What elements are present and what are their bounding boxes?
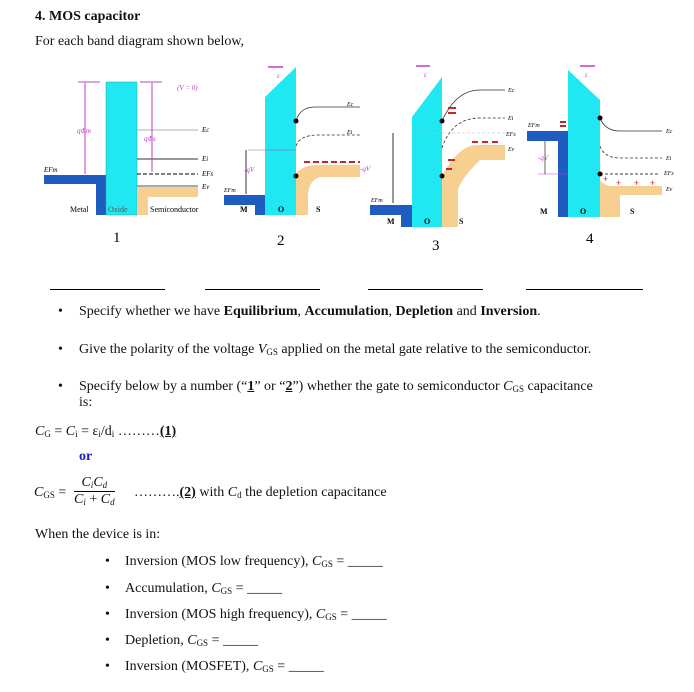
svg-text:+: + — [603, 174, 609, 184]
document-page: 4. MOS capacitor For each band diagram shown below, (V = 0) qΦm qΦs EFm Ec Ei EFs Ev Metal Oxide Semiconductor 1 ε -qV EFm Ec Ei M O S 2 ε -qV EFm Ec Ei EFs Ev M O S 3 ε + + + + -qV EFm Ec Ei EFs Ev M O S 4 • Specify whether we have Equilibrium, Accumulation, Depletion and Inversion. • Give the polarity of the voltage $V_{GS}$ applied on the metal gate relative to the semiconductor. • Specify below by a number (“1” or “2”) whether the gate to semiconductor $C_{GS}$ capacitance is: $C_G = C_i = \varepsilon_i/d_i$ ………(1) or $C_{GS}$ = $C_iC_d$ $C_i + C_d$ ……….(2) with $C_d$ the depletion capacitance When the device is in: • Inversion (MOS low frequency), $C_{GS}$ = _____ • Accumulation, $C_{GS}$ = _____ • Inversion (MOS high frequency), $C_{GS}$ = _____ • Depletion, $C_{GS}$ = _____ • Inversion (MOSFET), $C_{GS}$ = _____ — [0, 0, 694, 692]
answer-blank[interactable]: _____ — [222, 633, 258, 648]
field-label: ε — [277, 72, 280, 80]
ei-label: Ei — [202, 155, 209, 163]
o-label: O — [424, 217, 431, 226]
answer-blank-1[interactable] — [50, 289, 165, 290]
efs-label: EFs — [506, 132, 516, 138]
phi-m-label: qΦm — [77, 127, 91, 135]
ev-label: Ev — [508, 147, 515, 153]
qv-label: -qV — [244, 166, 255, 174]
o-label: O — [278, 205, 285, 214]
equation-2-fraction: $C_iC_d$ $C_i + C_d$ — [74, 475, 115, 507]
efs-label: EFs — [664, 171, 674, 177]
bias-label: (V = 0) — [177, 84, 198, 92]
answer-blank-3[interactable] — [368, 289, 483, 290]
efm-label: EFm — [224, 188, 236, 194]
section-title: 4. MOS capacitor — [35, 9, 141, 24]
ei-label: Ei — [347, 130, 353, 136]
ec-label: Ec — [508, 88, 515, 94]
s-label: S — [630, 207, 635, 216]
efm-label: EFm — [528, 123, 540, 129]
ev-label: Ev — [202, 183, 210, 191]
phi-s-label: qΦs — [144, 135, 156, 143]
or-text: or — [79, 449, 93, 464]
o-label: O — [580, 207, 587, 216]
equation-2-lhs: $C_{GS}$ = — [34, 485, 67, 500]
oxide-region — [106, 82, 137, 215]
ei-label: Ei — [666, 156, 672, 162]
svg-text:+: + — [616, 178, 622, 188]
ec-label: Ec — [666, 129, 673, 135]
equation-1: $C_G = C_i = \varepsilon_i/d_i$ ………(1) — [35, 424, 177, 439]
qv-label: -qV — [538, 154, 549, 162]
m-label: M — [387, 217, 395, 226]
answer-blank[interactable]: _____ — [347, 554, 383, 569]
answer-blank-4[interactable] — [526, 289, 643, 290]
equation-2-text: ……….(2) with $C_d$ the depletion capacitance — [134, 485, 387, 500]
answer-blank[interactable]: _____ — [247, 581, 283, 596]
band-diagram-2 — [223, 67, 360, 249]
ec-label: Ec — [202, 126, 210, 134]
efm-label: EFm — [44, 166, 58, 174]
metal-label: Metal — [70, 205, 89, 214]
band-diagram-3 — [360, 66, 516, 254]
m-label: M — [540, 207, 548, 216]
svg-text:+: + — [650, 178, 656, 188]
ec-label: Ec — [347, 102, 354, 108]
band-diagram-4 — [527, 66, 674, 247]
when-text: When the device is in: — [35, 527, 161, 542]
intro-text: For each band diagram shown below, — [35, 34, 245, 49]
diagram-number: 2 — [277, 233, 285, 249]
efm-label: EFm — [371, 198, 383, 204]
answer-blank-2[interactable] — [205, 289, 320, 290]
diagram-number: 4 — [586, 231, 594, 247]
oxide-label: Oxide — [108, 205, 128, 214]
svg-text:+: + — [634, 178, 640, 188]
band-diagram-1 — [43, 82, 214, 246]
diagram-number: 1 — [113, 230, 121, 246]
ev-label: Ev — [666, 187, 673, 193]
field-label: ε — [585, 71, 588, 79]
answer-blank[interactable]: _____ — [288, 659, 324, 674]
field-label: ε — [424, 71, 427, 79]
answer-blank[interactable]: _____ — [351, 607, 387, 622]
diagram-number: 3 — [432, 238, 440, 254]
semiconductor-label: Semiconductor — [150, 205, 199, 214]
m-label: M — [240, 205, 248, 214]
s-label: S — [459, 217, 464, 226]
ef-label: EFs — [202, 170, 214, 178]
s-label: S — [316, 205, 321, 214]
band-diagrams — [0, 0, 694, 260]
ei-label: Ei — [508, 116, 514, 122]
qv-label: -qV — [360, 165, 371, 173]
